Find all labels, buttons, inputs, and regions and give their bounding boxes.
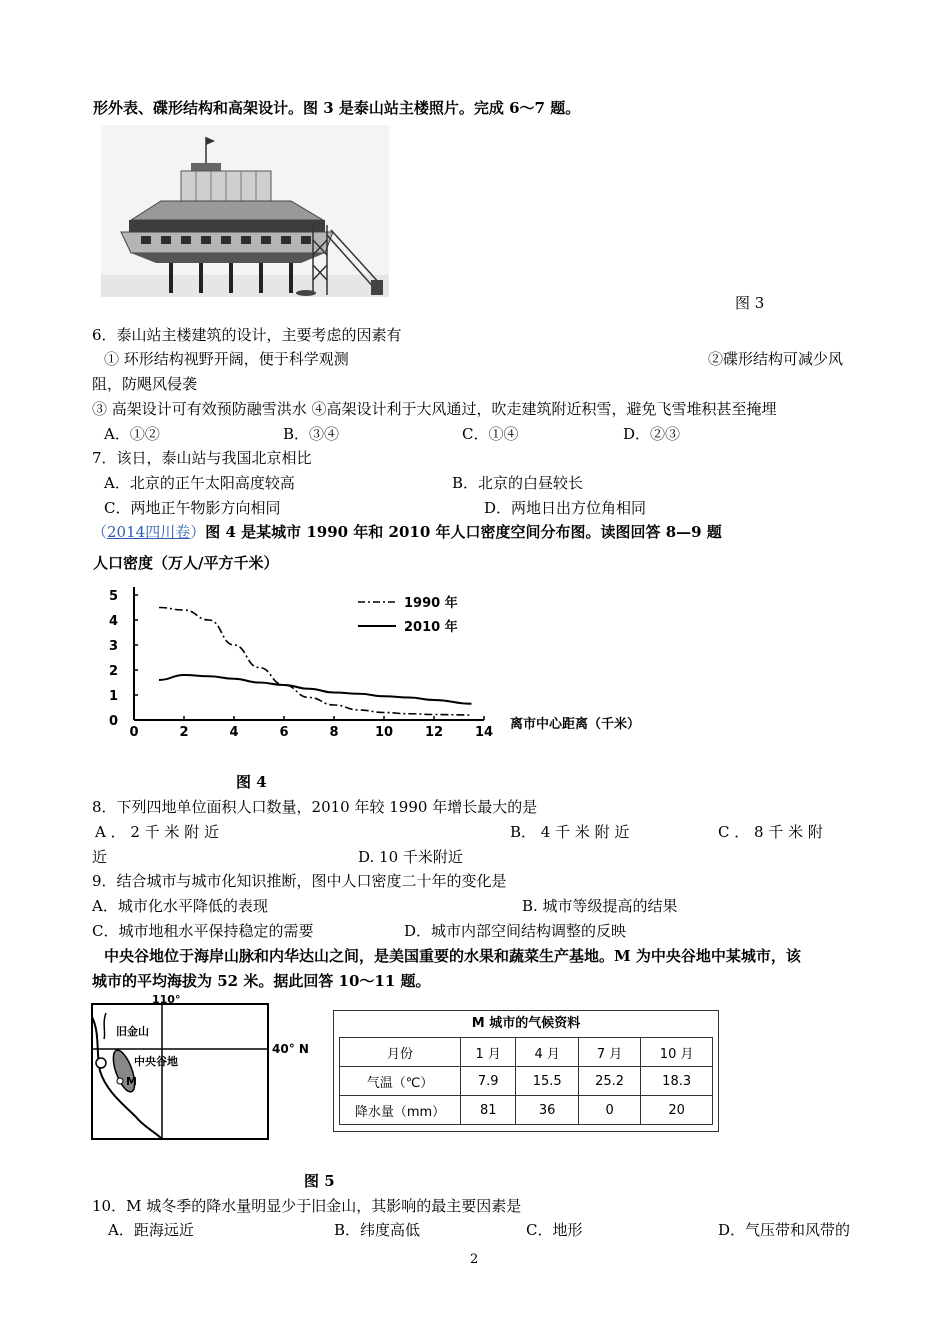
x-tick-label: 14 xyxy=(474,725,494,740)
page-number: 2 xyxy=(470,1252,479,1267)
question-7-option-a: A．北京的正午太阳高度较高 xyxy=(104,474,295,492)
table-row xyxy=(340,1038,713,1067)
x-tick-label: 6 xyxy=(279,725,289,740)
section-3-line-2: 城市的平均海拔为 52 米。据此回答 10～11 题。 xyxy=(92,972,431,990)
x-tick-label: 12 xyxy=(424,725,444,740)
question-6-option-c: C．①④ xyxy=(462,425,519,443)
table-cell: 10 月 xyxy=(641,1038,713,1067)
climate-table-box xyxy=(333,1010,719,1132)
table-cell: 4 月 xyxy=(516,1038,578,1067)
city-m-marker xyxy=(117,1078,123,1084)
question-9-option-c: C．城市地租水平保持稳定的需要 xyxy=(92,922,314,940)
population-density-chart xyxy=(88,548,708,748)
table-cell: 81 xyxy=(461,1096,516,1125)
climate-table-title: M 城市的气候资料 xyxy=(471,1016,581,1031)
x-tick-label: 10 xyxy=(374,725,394,740)
x-tick-label: 8 xyxy=(329,725,339,740)
figure-5-caption: 图 5 xyxy=(304,1172,335,1190)
climate-table xyxy=(339,1037,713,1125)
city-m-label: M xyxy=(126,1075,137,1088)
station-photo xyxy=(101,125,389,297)
table-cell: 气温（℃） xyxy=(340,1067,461,1096)
question-8-option-a: A ． 2 千 米 附 近 xyxy=(95,823,219,841)
y-tick-label: 1 xyxy=(108,689,118,704)
table-cell: 月份 xyxy=(340,1038,461,1067)
question-6-statement-2b: 阻，防飓风侵袭 xyxy=(92,375,198,393)
central-valley-map xyxy=(88,993,320,1145)
paren-close: ） xyxy=(190,523,206,541)
question-10-option-c: C．地形 xyxy=(526,1221,583,1239)
question-10-stem: 10．M 城冬季的降水量明显少于旧金山，其影响的最主要因素是 xyxy=(92,1197,522,1215)
table-cell: 15.5 xyxy=(516,1067,578,1096)
section-3-line-1: 中央谷地位于海岸山脉和内华达山之间，是美国重要的水果和蔬菜生产基地。M 为中央谷地中某城市，该 xyxy=(104,947,801,965)
longitude-label: 110° xyxy=(152,993,181,1006)
san-francisco-marker xyxy=(96,1058,106,1068)
question-8-option-d: D. 10 千米附近 xyxy=(358,848,463,866)
table-cell: 0 xyxy=(578,1096,640,1125)
question-8-option-c-cont: 近 xyxy=(92,848,108,866)
figure-3-caption: 图 3 xyxy=(735,294,765,312)
table-cell: 18.3 xyxy=(641,1067,713,1096)
table-cell: 7.9 xyxy=(461,1067,516,1096)
chart-xlabel: 离市中心距离（千米） xyxy=(510,717,641,732)
y-tick-label: 2 xyxy=(108,664,118,679)
source-link[interactable]: 2014四川卷 xyxy=(107,523,191,541)
question-9-stem: 9．结合城市与城市化知识推断，图中人口密度二十年的变化是 xyxy=(92,872,507,890)
question-9-option-d: D．城市内部空间结构调整的反映 xyxy=(404,922,627,940)
table-row xyxy=(340,1096,713,1125)
table-cell: 25.2 xyxy=(578,1067,640,1096)
intro-line: 形外表、碟形结构和高架设计。图 3 是泰山站主楼照片。完成 6～7 题。 xyxy=(93,99,581,117)
section-2-heading xyxy=(92,522,722,542)
question-9-option-b: B. 城市等级提高的结果 xyxy=(522,897,678,915)
legend-2010-label: 2010 年 xyxy=(404,620,458,635)
central-valley-label: 中央谷地 xyxy=(134,1055,178,1068)
y-tick-label: 3 xyxy=(108,639,118,654)
question-6-option-a: A．①② xyxy=(104,425,160,443)
san-francisco-label: 旧金山 xyxy=(116,1025,149,1038)
question-8-stem: 8．下列四地单位面积人口数量，2010 年较 1990 年增长最大的是 xyxy=(92,798,538,816)
chart-ylabel: 人口密度（万人/平方千米） xyxy=(93,554,279,572)
question-9-option-a: A．城市化水平降低的表现 xyxy=(92,897,268,915)
table-cell: 降水量（mm） xyxy=(340,1096,461,1125)
section-2-text: 图 4 是某城市 1990 年和 2010 年人口密度空间分布图。读图回答 8—9 题 xyxy=(205,523,722,541)
question-6-statement-2a: ②碟形结构可减少风 xyxy=(708,350,844,368)
question-10-option-d: D．气压带和风带的 xyxy=(718,1221,851,1239)
x-tick-label: 0 xyxy=(129,725,139,740)
x-tick-label: 2 xyxy=(179,725,189,740)
question-7-stem: 7．该日，泰山站与我国北京相比 xyxy=(92,449,312,467)
question-7-option-b: B．北京的白昼较长 xyxy=(452,474,584,492)
series-line-2010 xyxy=(159,675,472,704)
question-6-option-d: D．②③ xyxy=(623,425,681,443)
legend-1990-label: 1990 年 xyxy=(404,596,458,611)
chart-legend xyxy=(358,595,458,635)
paren-open: （ xyxy=(92,523,108,541)
table-cell: 36 xyxy=(516,1096,578,1125)
question-6-option-b: B．③④ xyxy=(283,425,340,443)
question-8-option-b: B． 4 千 米 附 近 xyxy=(510,823,630,841)
figure-4-caption: 图 4 xyxy=(236,773,267,791)
table-row xyxy=(340,1067,713,1096)
y-tick-label: 4 xyxy=(108,614,118,629)
question-7-option-c: C．两地正午物影方向相同 xyxy=(104,499,281,517)
x-tick-label: 4 xyxy=(229,725,239,740)
question-8-option-c: C ． 8 千 米 附 xyxy=(718,823,823,841)
question-6-stem: 6．泰山站主楼建筑的设计，主要考虑的因素有 xyxy=(92,326,402,344)
y-tick-label: 0 xyxy=(108,714,118,729)
table-cell: 1 月 xyxy=(461,1038,516,1067)
table-cell: 20 xyxy=(641,1096,713,1125)
question-7-option-d: D．两地日出方位角相同 xyxy=(484,499,647,517)
question-10-option-a: A．距海远近 xyxy=(108,1221,194,1239)
table-cell: 7 月 xyxy=(578,1038,640,1067)
question-6-statements-3-4: ③ 高架设计可有效预防融雪洪水 ④高架设计利于大风通过，吹走建筑附近积雪，避免飞雪堆积甚至掩埋 xyxy=(92,400,777,418)
latitude-label: 40° N xyxy=(272,1042,309,1056)
question-6-statement-1: ① 环形结构视野开阔，便于科学观测 xyxy=(104,350,349,368)
question-10-option-b: B．纬度高低 xyxy=(334,1221,421,1239)
y-tick-label: 5 xyxy=(108,589,118,604)
